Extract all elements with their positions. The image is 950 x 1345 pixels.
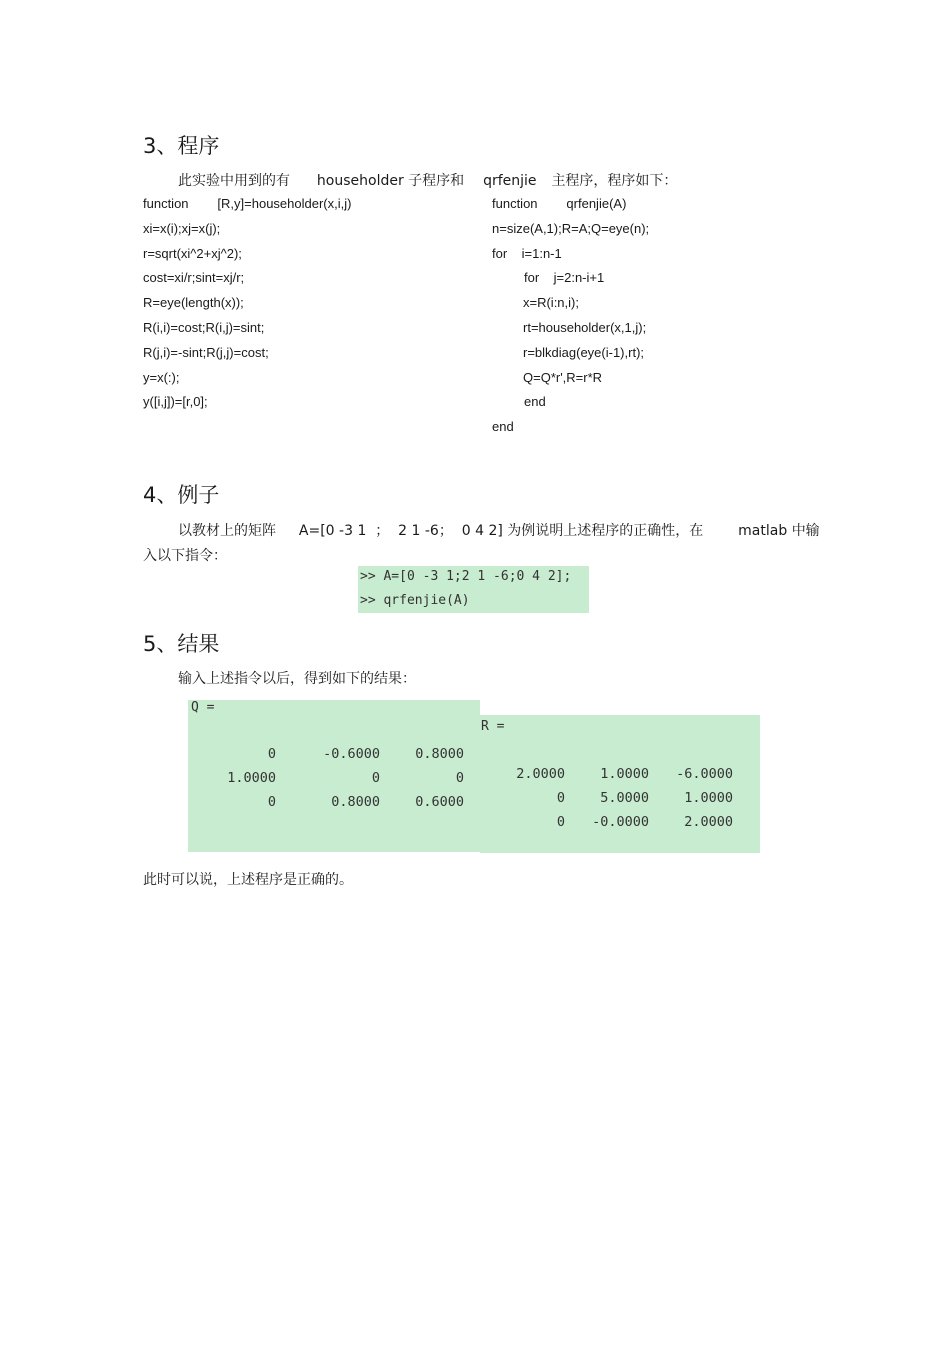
q-matrix-output	[188, 700, 480, 852]
matrix-cell: 0	[267, 794, 276, 810]
matrix-cell: -0.6000	[323, 746, 380, 762]
matrix-row	[208, 742, 464, 766]
example-text-1: 以教材上的矩阵	[178, 523, 276, 539]
matrix-cell: -6.0000	[676, 766, 733, 782]
matrix-cell: 0.8000	[331, 794, 380, 810]
code-line: x=R(i:n,i);	[523, 295, 579, 311]
q-matrix-label: Q =	[191, 700, 215, 715]
matrix-cell: 0	[267, 746, 276, 762]
code-line: function [R,y]=householder(x,i,j)	[143, 196, 352, 211]
matrix-cell: 5.0000	[600, 790, 649, 806]
code-line: n=size(A,1);R=A;Q=eye(n);	[492, 220, 650, 236]
code-line: y([i,j])=[r,0];	[143, 394, 208, 410]
matrix-row	[495, 810, 733, 834]
matrix-cell: 0	[455, 770, 464, 786]
code-line: end	[492, 419, 514, 435]
matrix-row	[495, 786, 733, 810]
r-matrix-label: R =	[481, 719, 505, 734]
example-matrix: A=[0 -3 1 ； 2 1 -6； 0 4 2]	[298, 523, 503, 539]
matrix-cell: -0.0000	[592, 814, 649, 830]
matrix-row	[208, 766, 464, 790]
conclusion-text: 此时可以说，上述程序是正确的。	[143, 872, 353, 888]
matrix-cell: 1.0000	[600, 766, 649, 782]
code-line: R=eye(length(x));	[143, 295, 244, 311]
section-heading-program: 3、程序	[143, 134, 220, 158]
matrix-cell: 0	[556, 790, 565, 806]
code-line: r=sqrt(xi^2+xj^2);	[143, 245, 242, 261]
matrix-cell: 1.0000	[227, 770, 276, 786]
code-line: R(j,i)=-sint;R(j,j)=cost;	[143, 344, 269, 360]
matrix-cell: 2.0000	[516, 766, 565, 782]
result-intro: 输入上述指令以后，得到如下的结果：	[178, 671, 416, 687]
code-line: cost=xi/r;sint=xj/r;	[143, 270, 245, 286]
section-heading-example: 4、例子	[143, 483, 220, 507]
command-line-1: >> A=[0 -3 1;2 1 -6;0 4 2];	[360, 569, 572, 584]
intro-word-qrfenjie: qrfenjie	[483, 173, 537, 189]
matrix-cell: 0.8000	[415, 746, 464, 762]
r-matrix-table	[495, 762, 733, 834]
intro-text-1: 此实验中用到的有	[178, 173, 290, 189]
code-line: r=blkdiag(eye(i-1),rt);	[523, 344, 645, 360]
command-window-snippet	[358, 566, 589, 613]
matrix-cell: 2.0000	[684, 814, 733, 830]
example-text-3: 中输	[791, 523, 820, 539]
code-line: R(i,i)=cost;R(i,j)=sint;	[143, 320, 265, 335]
intro-text-2: 子程序和	[408, 173, 465, 189]
q-matrix-table	[208, 742, 464, 814]
matrix-row	[208, 790, 464, 814]
section-intro	[178, 170, 677, 190]
r-matrix-output	[480, 715, 760, 853]
example-text-line1	[178, 520, 820, 540]
matrix-cell: 0	[371, 770, 380, 786]
command-line-2: >> qrfenjie(A)	[360, 593, 470, 608]
code-line: Q=Q*r',R=r*R	[523, 369, 603, 385]
matrix-row	[495, 762, 733, 786]
example-text-line2: 入以下指令：	[143, 548, 227, 564]
code-line: y=x(:);	[143, 369, 180, 385]
code-line: end	[524, 394, 546, 410]
example-word-matlab: matlab	[738, 523, 788, 539]
matrix-cell: 1.0000	[684, 790, 733, 806]
code-line: for j=2:n-i+1	[524, 270, 605, 286]
code-line: xi=x(i);xj=x(j);	[143, 220, 221, 236]
code-line: function qrfenjie(A)	[492, 196, 627, 211]
matrix-cell: 0.6000	[415, 794, 464, 810]
code-line: rt=householder(x,1,j);	[523, 320, 647, 335]
code-line: for i=1:n-1	[492, 245, 562, 261]
section-heading-result: 5、结果	[143, 632, 220, 656]
matrix-cell: 0	[556, 814, 565, 830]
example-text-2: 为例说明上述程序的正确性，在	[507, 523, 704, 539]
intro-word-householder: householder	[316, 173, 404, 189]
intro-text-3: 主程序，程序如下：	[551, 173, 678, 189]
